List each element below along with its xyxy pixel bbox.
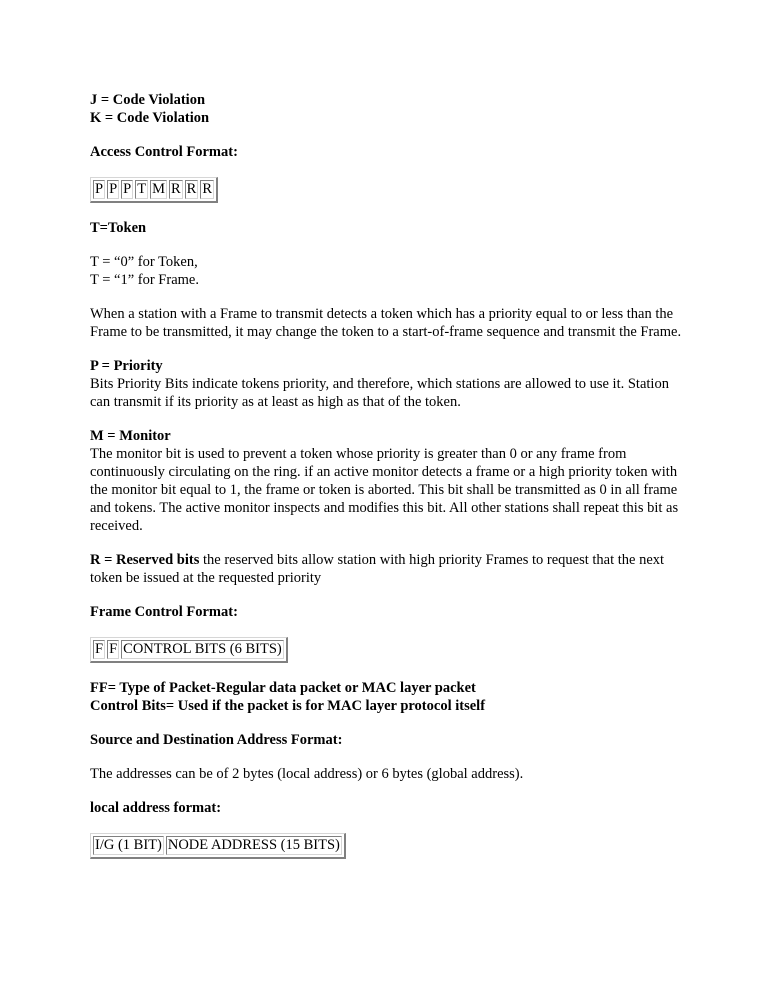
token-heading: T=Token bbox=[90, 220, 147, 236]
priority-heading: P = Priority bbox=[90, 358, 163, 374]
ac-cell-t: T bbox=[137, 181, 147, 197]
reserved-heading: R = Reserved bits bbox=[90, 552, 200, 568]
frame-control-table bbox=[90, 637, 288, 663]
token-line-1: T = “1” for Frame. bbox=[90, 272, 199, 288]
local-address-heading: local address format: bbox=[90, 800, 222, 816]
j-code-line: J = Code Violation bbox=[90, 92, 206, 108]
fc-cell-control-bits: CONTROL BITS (6 BITS) bbox=[123, 641, 282, 657]
token-line-0: T = “0” for Token, bbox=[90, 254, 198, 270]
address-heading: Source and Destination Address Format: bbox=[90, 732, 343, 748]
k-code-line: K = Code Violation bbox=[90, 110, 210, 126]
ff-definition: FF= Type of Packet-Regular data packet or MAC layer packet bbox=[90, 680, 476, 696]
reserved-text: the reserved bits allow station with high priority Frames to request that the next token be issued at the requested priority bbox=[90, 552, 665, 586]
la-cell-ig: I/G (1 BIT) bbox=[95, 837, 162, 853]
document-page bbox=[90, 91, 690, 859]
local-address-table bbox=[90, 833, 346, 859]
token-paragraph: When a station with a Frame to transmit detects a token which has a priority equal to or less than the Frame to be transmitted, it may change the token to a start-of-frame sequence and transmit the Frame. bbox=[90, 306, 682, 340]
ac-cell-r2: R bbox=[186, 181, 197, 197]
ac-cell-r1: R bbox=[171, 181, 181, 197]
ac-cell-p3: P bbox=[123, 181, 132, 197]
address-text: The addresses can be of 2 bytes (local address) or 6 bytes (global address). bbox=[90, 766, 524, 782]
fc-cell-f1: F bbox=[95, 641, 104, 657]
access-control-table bbox=[90, 177, 218, 203]
priority-text: Bits Priority Bits indicate tokens priority, and therefore, which stations are allowed to use it. Station can transmit if its priority as at least as high as that of the token. bbox=[90, 376, 669, 410]
la-cell-node-address: NODE ADDRESS (15 BITS) bbox=[167, 837, 340, 853]
ac-cell-p2: P bbox=[109, 181, 118, 197]
ac-cell-r3: R bbox=[202, 181, 213, 197]
frame-control-heading: Frame Control Format: bbox=[90, 604, 238, 620]
ac-cell-p1: P bbox=[95, 181, 104, 197]
reserved-paragraph bbox=[90, 551, 690, 587]
monitor-text: The monitor bit is used to prevent a token whose priority is greater than 0 or any frame from continuously circulating on the ring. if an active monitor detects a frame or a high priority token with the monitor bit equal to 1, the frame or token is aborted. This bit shall be transmitted as 0 in all frame and tokens. The active monitor inspects and modifies this bit. All other stations shall repeat this bit as received. bbox=[90, 446, 679, 534]
fc-cell-f2: F bbox=[109, 641, 118, 657]
monitor-heading: M = Monitor bbox=[90, 428, 171, 444]
access-control-heading: Access Control Format: bbox=[90, 144, 238, 160]
control-bits-definition: Control Bits= Used if the packet is for MAC layer protocol itself bbox=[90, 698, 486, 714]
ac-cell-m: M bbox=[152, 181, 165, 197]
